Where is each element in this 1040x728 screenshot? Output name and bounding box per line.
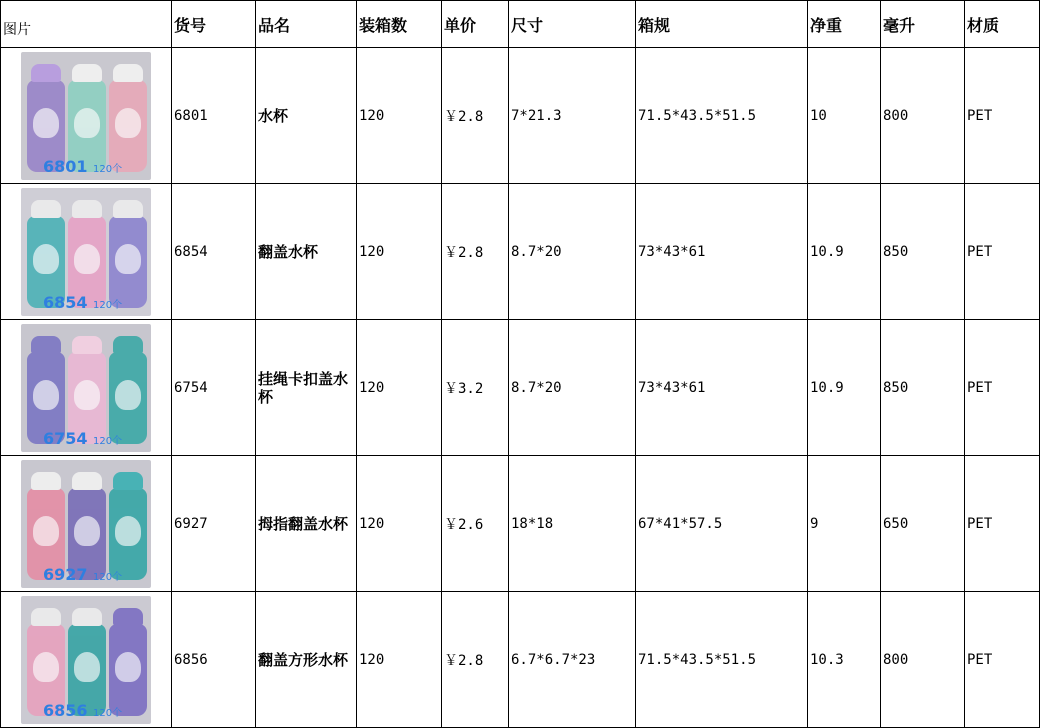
cell-name: 挂绳卡扣盖水杯 [256,320,357,456]
cell-weight: 10.3 [808,592,881,728]
character-print [33,516,59,546]
character-print [33,108,59,138]
bottle-cap [113,608,143,626]
cell-code: 6854 [172,184,256,320]
character-print [115,244,141,274]
header-carton: 箱规 [636,1,808,48]
character-print [115,516,141,546]
cell-qty: 120 [357,320,442,456]
bottle-cap [113,336,143,354]
character-print [33,652,59,682]
cell-qty: 120 [357,592,442,728]
photo-qty-label: 120个 [93,299,123,311]
table-row [1,320,1040,456]
cell-name: 翻盖方形水杯 [256,592,357,728]
header-size: 尺寸 [509,1,636,48]
product-image-cell [1,184,172,320]
character-print [115,108,141,138]
bottle-illustration [109,352,147,444]
table-row [1,48,1040,184]
bottle-illustration [109,80,147,172]
character-print [74,108,100,138]
product-image-cell [1,456,172,592]
bottle-cap [31,200,61,218]
photo-code-label: 6754 [43,428,88,448]
cell-price: ￥2.8 [442,184,509,320]
cell-size: 8.7*20 [509,184,636,320]
cell-carton: 71.5*43.5*51.5 [636,592,808,728]
character-print [115,380,141,410]
bottle-cap [113,472,143,490]
character-print [74,244,100,274]
product-photo [21,52,151,180]
bottle-cap [72,64,102,82]
photo-qty-label: 120个 [93,707,123,719]
header-qty: 装箱数 [357,1,442,48]
character-print [115,652,141,682]
bottle-illustration [109,624,147,716]
product-photo [21,460,151,588]
header-row [1,1,1040,48]
bottle-cap [72,336,102,354]
cell-weight: 9 [808,456,881,592]
cell-price: ￥2.6 [442,456,509,592]
character-print [74,516,100,546]
bottle-cap [113,64,143,82]
table-row [1,184,1040,320]
character-print [33,380,59,410]
bottle-cap [113,200,143,218]
cell-ml: 650 [881,456,965,592]
bottle-cap [72,472,102,490]
header-image: 图片 [1,1,172,48]
cell-code: 6856 [172,592,256,728]
character-print [33,244,59,274]
cell-price: ￥3.2 [442,320,509,456]
cell-size: 6.7*6.7*23 [509,592,636,728]
bottle-cap [31,336,61,354]
cell-carton: 73*43*61 [636,184,808,320]
product-image-cell [1,320,172,456]
cell-material: PET [965,320,1040,456]
cell-material: PET [965,456,1040,592]
cell-weight: 10 [808,48,881,184]
cell-code: 6754 [172,320,256,456]
table-row [1,456,1040,592]
cell-ml: 800 [881,592,965,728]
bottle-illustration [109,488,147,580]
cell-material: PET [965,48,1040,184]
cell-carton: 73*43*61 [636,320,808,456]
cell-qty: 120 [357,456,442,592]
product-photo [21,188,151,316]
cell-qty: 120 [357,184,442,320]
table-row [1,592,1040,728]
bottle-cap [72,608,102,626]
photo-code-label: 6801 [43,156,88,176]
bottle-cap [31,608,61,626]
product-photo [21,596,151,724]
header-ml: 毫升 [881,1,965,48]
character-print [74,380,100,410]
header-weight: 净重 [808,1,881,48]
cell-ml: 800 [881,48,965,184]
cell-ml: 850 [881,320,965,456]
photo-code-label: 6856 [43,700,88,720]
cell-code: 6927 [172,456,256,592]
cell-name: 拇指翻盖水杯 [256,456,357,592]
cell-size: 7*21.3 [509,48,636,184]
product-image-cell [1,48,172,184]
photo-code-label: 6927 [43,564,88,584]
header-code: 货号 [172,1,256,48]
cell-carton: 67*41*57.5 [636,456,808,592]
product-photo [21,324,151,452]
cell-size: 8.7*20 [509,320,636,456]
cell-material: PET [965,592,1040,728]
bottle-cap [31,472,61,490]
cell-material: PET [965,184,1040,320]
cell-code: 6801 [172,48,256,184]
cell-weight: 10.9 [808,184,881,320]
cell-weight: 10.9 [808,320,881,456]
photo-code-label: 6854 [43,292,88,312]
bottle-cap [72,200,102,218]
character-print [74,652,100,682]
photo-qty-label: 120个 [93,571,123,583]
product-image-cell [1,592,172,728]
bottle-cap [31,64,61,82]
photo-qty-label: 120个 [93,163,123,175]
bottle-illustration [109,216,147,308]
photo-qty-label: 120个 [93,435,123,447]
cell-carton: 71.5*43.5*51.5 [636,48,808,184]
cell-ml: 850 [881,184,965,320]
cell-price: ￥2.8 [442,48,509,184]
header-name: 品名 [256,1,357,48]
cell-price: ￥2.8 [442,592,509,728]
cell-name: 翻盖水杯 [256,184,357,320]
cell-size: 18*18 [509,456,636,592]
header-material: 材质 [965,1,1040,48]
header-price: 单价 [442,1,509,48]
cell-qty: 120 [357,48,442,184]
cell-name: 水杯 [256,48,357,184]
